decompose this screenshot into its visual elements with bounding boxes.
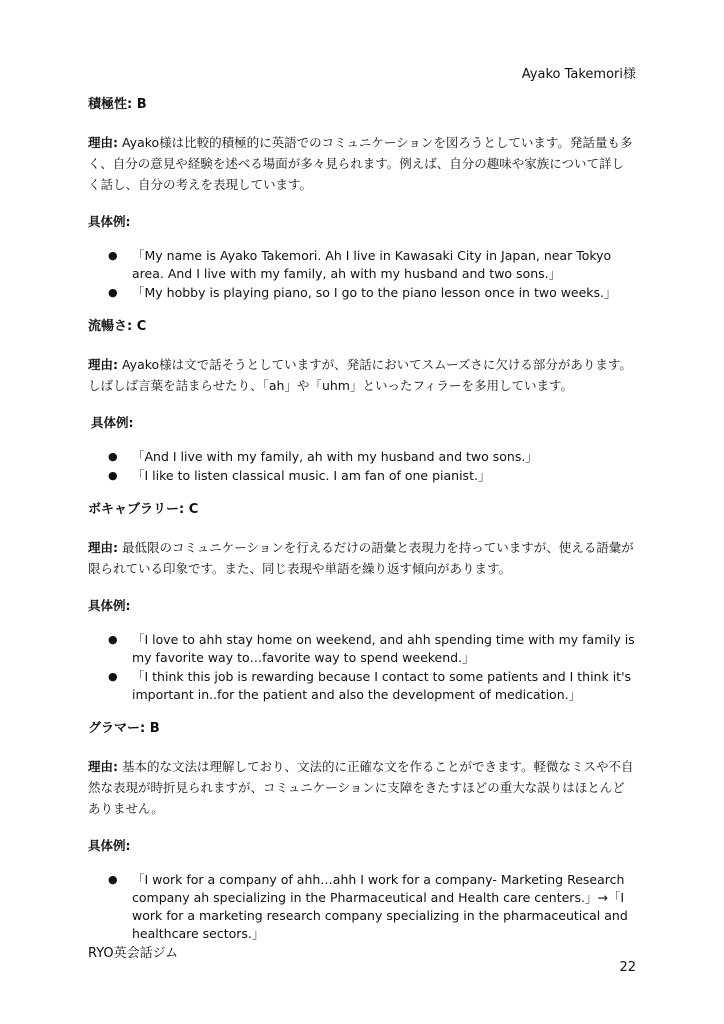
examples-list xyxy=(88,247,636,302)
section-grammar xyxy=(88,720,636,943)
example-item xyxy=(88,247,636,283)
footer-company-name: RYO英会話ジム xyxy=(88,946,179,961)
example-item xyxy=(88,668,636,704)
example-text: 「I work for a company of ahh…ahh I work for a company- Marketing Research company ah specializing in the Pharmaceutical and Health care centers.」→「I work for a marketing research company specializing in the pharmaceutical and healthcare sectors.」 xyxy=(132,872,628,941)
section-title: 流暢さ: C xyxy=(88,319,147,334)
reason-text: 基本的な文法は理解しており、文法的に正確な文を作ることができます。軽微なミスや不自然な表現が時折見られますが、コミュニケーションに支障をきたすほどの重大な誤りはほとんどありません。 xyxy=(88,759,634,816)
examples-label: 具体例: xyxy=(88,598,131,613)
reason-label: 理由: xyxy=(88,759,118,774)
page-number: 22 xyxy=(619,960,636,975)
header-student-name: Ayako Takemori様 xyxy=(521,67,636,82)
reason-label: 理由: xyxy=(88,540,118,555)
examples-list xyxy=(88,631,636,704)
bullet-icon: ● xyxy=(108,450,118,463)
reason-text: Ayako様は比較的積極的に英語でのコミュニケーションを図ろうとしています。発話量も多く、自分の意見や経験を述べる場面が多々見られます。例えば、自分の趣味や家族について詳しく話し、自分の考えを表現しています。 xyxy=(88,135,633,192)
example-item xyxy=(88,284,636,302)
section-vocabulary xyxy=(88,501,636,704)
example-text: 「I love to ahh stay home on weekend, and ahh spending time with my family is my favorite way to…favorite way to spend weekend.」 xyxy=(132,632,635,665)
examples-label: 具体例: xyxy=(88,214,131,229)
example-text: 「And I live with my family, ah with my husband and two sons.」 xyxy=(132,449,538,464)
section-fluency xyxy=(88,318,636,485)
examples-list xyxy=(88,448,636,485)
section-title: グラマー: B xyxy=(88,721,160,736)
example-item xyxy=(88,871,636,943)
reason-paragraph xyxy=(88,537,636,579)
example-text: 「My name is Ayako Takemori. Ah I live in Kawasaki City in Japan, near Tokyo area. And I live with my family, ah with my husband and two sons.」 xyxy=(132,248,612,281)
reason-paragraph xyxy=(88,756,636,819)
evaluation-content xyxy=(88,96,636,959)
example-item xyxy=(88,467,636,485)
example-text: 「I think this job is rewarding because I contact to some patients and I think it's important in..for the patient and also the development of medication.」 xyxy=(132,669,632,702)
examples-label: 具体例: xyxy=(91,415,134,430)
reason-label: 理由: xyxy=(88,357,118,372)
example-item xyxy=(88,448,636,466)
section-title: 積極性: B xyxy=(88,97,147,112)
reason-paragraph xyxy=(88,354,636,396)
bullet-icon: ● xyxy=(108,469,118,482)
examples-list xyxy=(88,871,636,943)
reason-text: Ayako様は文で話そうとしていますが、発話においてスムーズさに欠ける部分があります。しばしば言葉を詰まらせたり、「ah」や「uhm」といったフィラーを多用しています。 xyxy=(88,357,632,393)
bullet-icon: ● xyxy=(108,249,118,262)
example-item xyxy=(88,631,636,667)
bullet-icon: ● xyxy=(108,670,118,683)
bullet-icon: ● xyxy=(108,873,118,886)
examples-label: 具体例: xyxy=(88,838,131,853)
reason-paragraph xyxy=(88,132,636,195)
section-initiative xyxy=(88,96,636,302)
reason-text: 最低限のコミュニケーションを行えるだけの語彙と表現力を持っていますが、使える語彙が限られている印象です。また、同じ表現や単語を繰り返す傾向があります。 xyxy=(88,540,634,576)
example-text: 「My hobby is playing piano, so I go to the piano lesson once in two weeks.」 xyxy=(132,285,617,300)
bullet-icon: ● xyxy=(108,286,118,299)
section-title: ボキャブラリー: C xyxy=(88,502,199,517)
reason-label: 理由: xyxy=(88,135,118,150)
example-text: 「I like to listen classical music. I am fan of one pianist.」 xyxy=(132,468,491,483)
bullet-icon: ● xyxy=(108,633,118,646)
